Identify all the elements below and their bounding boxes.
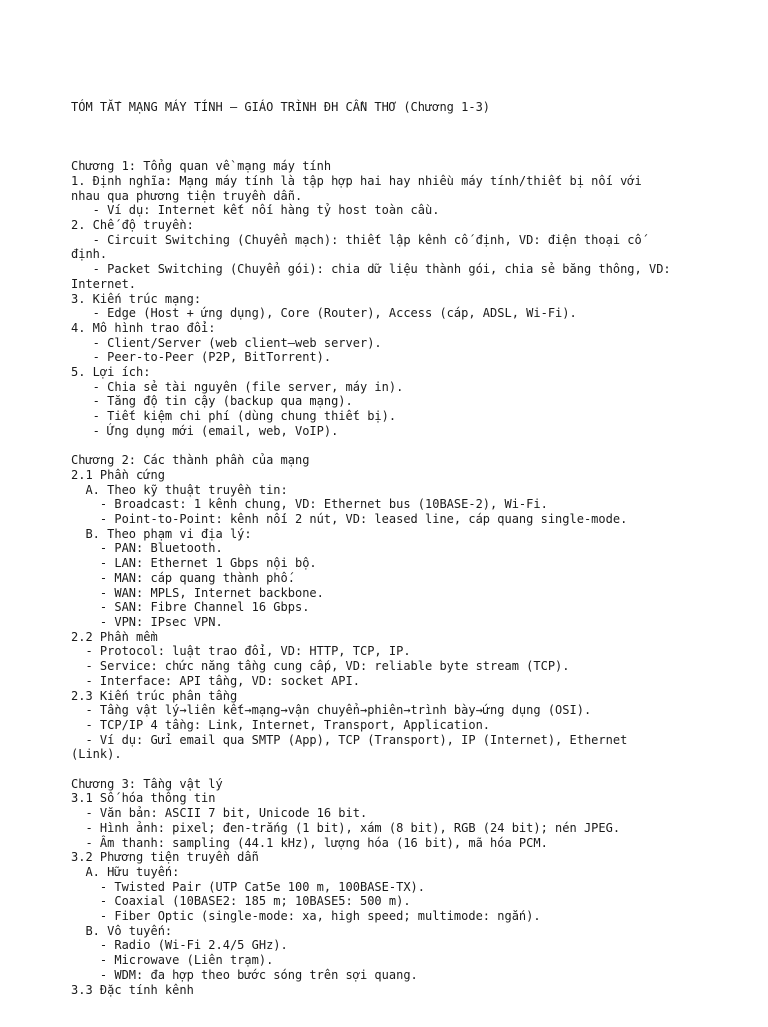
text-line: 4. Mô hình trao đổi: [71,320,216,335]
text-line: 2.1 Phần cứng [71,467,165,482]
text-line: - Âm thanh: sampling (44.1 kHz), lượng hóa (16 bit), mã hóa PCM. [71,835,548,850]
text-line: 3.1 Số hóa thông tin [71,791,216,806]
text-line: - Microwave (Liên trạm). [71,953,274,968]
text-line: - Hình ảnh: pixel; đen-trắng (1 bit), xám (8 bit), RGB (24 bit); nén JPEG. [71,820,621,835]
text-line: 3.3 Đặc tính kênh [71,982,194,997]
text-line: 3.2 Phương tiện truyền dẫn [71,850,259,865]
text-line: - Ví dụ: Internet kết nối hàng tỷ host toàn cầu. [71,203,440,218]
text-line: 1. Định nghĩa: Mạng máy tính là tập hợp hai hay nhiều máy tính/thiết bị nối với [71,173,642,188]
text-line: - Broadcast: 1 kênh chung, VD: Ethernet bus (10BASE-2), Wi-Fi. [71,497,548,512]
text-line: nhau qua phương tiện truyền dẫn. [71,188,303,203]
text-line: - LAN: Ethernet 1 Gbps nội bộ. [71,556,317,571]
text-line: - Fiber Optic (single-mode: xa, high speed; multimode: ngắn). [71,909,541,924]
blank-line [71,762,711,777]
text-line: 2.2 Phần mềm [71,629,158,644]
text-line: B. Vô tuyến: [71,923,173,938]
text-line: định. [71,247,108,262]
text-line: 3. Kiến trúc mạng: [71,291,202,306]
text-line: - SAN: Fibre Channel 16 Gbps. [71,600,310,615]
text-line: - WAN: MPLS, Internet backbone. [71,585,324,600]
text-line: - VPN: IPsec VPN. [71,614,223,629]
text-line: - Point-to-Point: kênh nối 2 nút, VD: leased line, cáp quang single-mode. [71,512,628,527]
text-line: - Ứng dụng mới (email, web, VoIP). [71,423,339,438]
text-line: 2. Chế độ truyền: [71,218,194,233]
text-line: Chương 1: Tổng quan về mạng máy tính [71,159,332,174]
blank-line [71,145,711,160]
text-line: Chương 2: Các thành phần của mạng [71,453,310,468]
text-line: - TCP/IP 4 tầng: Link, Internet, Transport, Application. [71,717,491,732]
text-line: - Văn bản: ASCII 7 bit, Unicode 16 bit. [71,806,368,821]
text-line: Internet. [71,276,137,291]
text-line: - Chia sẻ tài nguyên (file server, máy in). [71,379,404,394]
text-line: (Link). [71,747,122,762]
text-line: - PAN: Bluetooth. [71,541,223,556]
document-title: TÓM TẮT MẠNG MÁY TÍNH – GIÁO TRÌNH ĐH CẦN THƠ (Chương 1-3) [71,100,491,115]
text-line: - Packet Switching (Chuyển gói): chia dữ liệu thành gói, chia sẻ băng thông, VD: [71,262,671,277]
text-line: - Interface: API tầng, VD: socket API. [71,673,360,688]
text-line: - Protocol: luật trao đổi, VD: HTTP, TCP, IP. [71,644,411,659]
text-line: A. Hữu tuyến: [71,864,180,879]
text-line: - MAN: cáp quang thành phố. [71,570,295,585]
text-line: 2.3 Kiến trúc phân tầng [71,688,238,703]
document-lines [71,145,711,998]
text-line: - Circuit Switching (Chuyển mạch): thiết lập kênh cố định, VD: điện thoại cố [71,232,642,247]
document-body [71,71,711,1027]
text-line: - Radio (Wi-Fi 2.4/5 GHz). [71,938,288,953]
text-line: - Client/Server (web client–web server). [71,335,382,350]
text-line: - Service: chức năng tầng cung cấp, VD: reliable byte stream (TCP). [71,659,570,674]
text-line: - Peer-to-Peer (P2P, BitTorrent). [71,350,332,365]
text-line: - Coaxial (10BASE2: 185 m; 10BASE5: 500 m). [71,894,411,909]
text-line: - Edge (Host + ứng dụng), Core (Router), Access (cáp, ADSL, Wi-Fi). [71,306,577,321]
text-line: - Tăng độ tin cậy (backup qua mạng). [71,394,353,409]
text-line: A. Theo kỹ thuật truyền tin: [71,482,288,497]
text-line: - WDM: đa hợp theo bước sóng trên sợi quang. [71,967,418,982]
text-line: - Tầng vật lý→liên kết→mạng→vận chuyển→phiên→trình bày→ứng dụng (OSI). [71,703,592,718]
blank-line [71,439,711,454]
text-line: B. Theo phạm vi địa lý: [71,526,252,541]
text-line: - Ví dụ: Gửi email qua SMTP (App), TCP (Transport), IP (Internet), Ethernet [71,732,628,747]
text-line: - Twisted Pair (UTP Cat5e 100 m, 100BASE-TX). [71,879,426,894]
text-line: Chương 3: Tầng vật lý [71,776,223,791]
text-line: 5. Lợi ích: [71,365,151,380]
text-line: - Tiết kiệm chi phí (dùng chung thiết bị). [71,409,397,424]
